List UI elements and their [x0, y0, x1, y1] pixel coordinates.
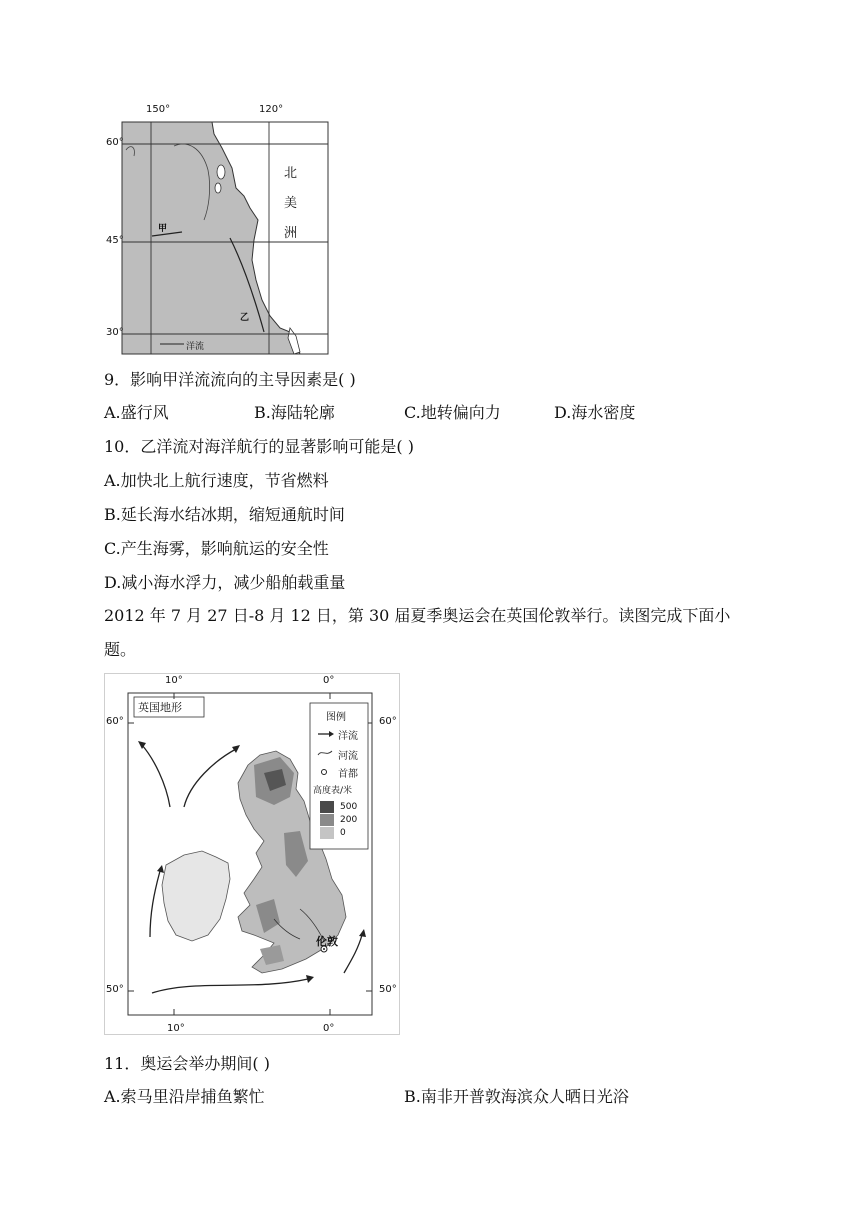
question-11-stem: 11．奥运会举办期间( ): [104, 1054, 270, 1073]
map1-lon-120: 120°: [259, 104, 284, 115]
current-yi-label: 乙: [240, 313, 250, 323]
question-9-stem: 9．影响甲洋流流向的主导因素是( ): [104, 370, 356, 389]
map2-lat-60-right: 60°: [379, 716, 397, 727]
height-500-swatch: [320, 801, 334, 813]
map2-lon-0-top: 0°: [323, 675, 335, 686]
legend-title: 图例: [326, 712, 346, 723]
q9-option-c: C.地转偏向力: [404, 403, 501, 422]
height-label-200: 200: [340, 815, 358, 825]
capital-london-label: 伦敦: [316, 935, 338, 948]
q9-option-d: D.海水密度: [554, 403, 636, 422]
q10-option-c: C.产生海雾，影响航运的安全性: [104, 539, 329, 558]
continent-label-2: 美: [284, 196, 298, 211]
q11-option-a: A.索马里沿岸捕鱼繁忙: [104, 1087, 265, 1106]
map2-lat-50-right: 50°: [379, 984, 397, 995]
map2-title: 英国地形: [138, 701, 182, 714]
map1-lat-60: 60°: [106, 137, 124, 148]
q10-option-a: A.加快北上航行速度，节省燃料: [104, 471, 329, 490]
question-10-stem: 10．乙洋流对海洋航行的显著影响可能是( ): [104, 437, 414, 456]
height-label-0: 0: [340, 828, 346, 838]
continent-label-3: 洲: [284, 226, 298, 241]
q9-option-b: B.海陆轮廓: [254, 403, 335, 422]
current-jia-label: 甲: [158, 224, 168, 234]
map2-lat-60-left: 60°: [106, 716, 124, 727]
height-200-swatch: [320, 814, 334, 826]
map1-lat-45: 45°: [106, 235, 124, 246]
map1-lon-150: 150°: [146, 104, 171, 115]
legend-current-label: 洋流: [338, 731, 358, 742]
q10-option-d: D.减小海水浮力，减少船舶载重量: [104, 573, 346, 592]
map2-lon-10-bottom: 10°: [167, 1023, 185, 1034]
legend-height-title: 高度表/米: [313, 786, 353, 796]
q9-option-a: A.盛行风: [104, 403, 169, 422]
legend-capital-label: 首都: [338, 769, 358, 780]
q10-option-b: B.延长海水结冰期，缩短通航时间: [104, 505, 345, 524]
map2-lon-0-bottom: 0°: [323, 1023, 335, 1034]
map2-lat-50-left: 50°: [106, 984, 124, 995]
q11-option-b: B.南非开普敦海滨众人晒日光浴: [404, 1087, 629, 1106]
map1-lat-30: 30°: [106, 327, 124, 338]
continent-label-1: 北: [284, 166, 298, 181]
north-pacific-current-map: [104, 100, 340, 362]
height-0-swatch: [320, 827, 334, 839]
height-label-500: 500: [340, 802, 358, 812]
intro-line-1: 2012 年 7 月 27 日-8 月 12 日，第 30 届夏季奥运会在英国伦敦举行。读图完成下面小: [104, 606, 731, 625]
map1-legend-current: 洋流: [186, 342, 205, 352]
map2-lon-10-top: 10°: [165, 675, 183, 686]
legend-river-label: 河流: [338, 751, 358, 762]
intro-line-2: 题。: [104, 640, 137, 659]
